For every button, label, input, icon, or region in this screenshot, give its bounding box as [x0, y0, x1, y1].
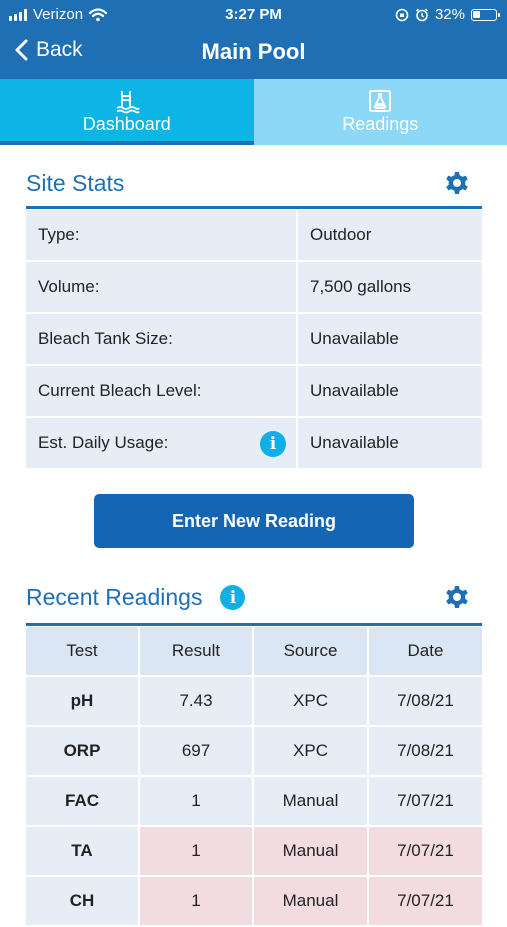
reading-test: ORP	[26, 727, 140, 775]
stats-row-current-bleach-level	[26, 366, 482, 418]
reading-source: Manual	[254, 827, 369, 875]
reading-test: FAC	[26, 777, 140, 825]
recent-readings-gear-icon[interactable]	[444, 584, 470, 610]
reading-date: 7/07/21	[369, 877, 482, 925]
recent-readings-title: Recent Readings	[26, 584, 202, 611]
site-stats-rule	[26, 206, 482, 209]
status-bar	[0, 0, 507, 28]
stats-label: Current Bleach Level:	[26, 366, 298, 416]
reading-test: TA	[26, 827, 140, 875]
site-stats-title: Site Stats	[26, 170, 124, 197]
column-header-test: Test	[26, 627, 140, 675]
battery-percent: 32%	[435, 6, 465, 23]
table-row[interactable]	[26, 677, 482, 727]
recent-readings-table	[26, 627, 482, 927]
stats-row-bleach-tank-size	[26, 314, 482, 366]
recent-readings-rule	[26, 623, 482, 626]
reading-test: CH	[26, 877, 140, 925]
reading-date: 7/07/21	[369, 827, 482, 875]
reading-source: Manual	[254, 777, 369, 825]
stats-value: 7,500 gallons	[298, 262, 482, 312]
carrier-label: Verizon	[33, 6, 83, 23]
stats-label: Est. Daily Usage:	[38, 433, 168, 453]
reading-result: 7.43	[140, 677, 254, 725]
reading-date: 7/08/21	[369, 727, 482, 775]
column-header-source: Source	[254, 627, 369, 675]
reading-result: 1	[140, 777, 254, 825]
stats-row-est-daily-usage	[26, 418, 482, 470]
stats-label: Bleach Tank Size:	[26, 314, 298, 364]
tab-readings-label: Readings	[254, 114, 507, 135]
reading-result: 1	[140, 827, 254, 875]
page-title: Main Pool	[0, 39, 507, 65]
table-row[interactable]	[26, 777, 482, 827]
tab-dashboard[interactable]	[0, 79, 254, 145]
alarm-icon	[415, 8, 429, 22]
table-header-row	[26, 627, 482, 677]
reading-result: 697	[140, 727, 254, 775]
tab-active-indicator	[0, 141, 254, 145]
recent-readings-header	[26, 584, 245, 611]
status-time: 3:27 PM	[0, 6, 507, 23]
stats-label: Type:	[26, 210, 298, 260]
table-row[interactable]	[26, 877, 482, 927]
reading-source: Manual	[254, 877, 369, 925]
stats-value: Unavailable	[298, 314, 482, 364]
nav-bar	[0, 28, 507, 78]
reading-date: 7/07/21	[369, 777, 482, 825]
site-stats-table	[26, 210, 482, 470]
top-header	[0, 0, 507, 79]
pool-ladder-icon	[115, 89, 139, 113]
tab-dashboard-label: Dashboard	[0, 114, 254, 135]
recent-readings-info-icon[interactable]: i	[220, 585, 245, 610]
site-stats-gear-icon[interactable]	[444, 170, 470, 196]
column-header-result: Result	[140, 627, 254, 675]
daily-usage-info-icon[interactable]: i	[260, 431, 286, 457]
stats-row-volume	[26, 262, 482, 314]
reading-source: XPC	[254, 727, 369, 775]
test-kit-icon	[368, 89, 392, 113]
back-label: Back	[36, 38, 83, 62]
column-header-date: Date	[369, 627, 482, 675]
stats-value: Unavailable	[298, 366, 482, 416]
stats-row-type	[26, 210, 482, 262]
reading-date: 7/08/21	[369, 677, 482, 725]
reading-result: 1	[140, 877, 254, 925]
battery-icon	[471, 9, 497, 21]
enter-new-reading-button[interactable]: Enter New Reading	[94, 494, 414, 548]
table-row[interactable]	[26, 827, 482, 877]
stats-label-with-info	[26, 418, 298, 468]
stats-value: Unavailable	[298, 418, 482, 468]
table-row[interactable]	[26, 727, 482, 777]
stats-value: Outdoor	[298, 210, 482, 260]
reading-test: pH	[26, 677, 140, 725]
tab-bar	[0, 79, 507, 145]
stats-label: Volume:	[26, 262, 298, 312]
reading-source: XPC	[254, 677, 369, 725]
tab-readings[interactable]	[254, 79, 507, 145]
orientation-lock-icon	[395, 8, 409, 22]
